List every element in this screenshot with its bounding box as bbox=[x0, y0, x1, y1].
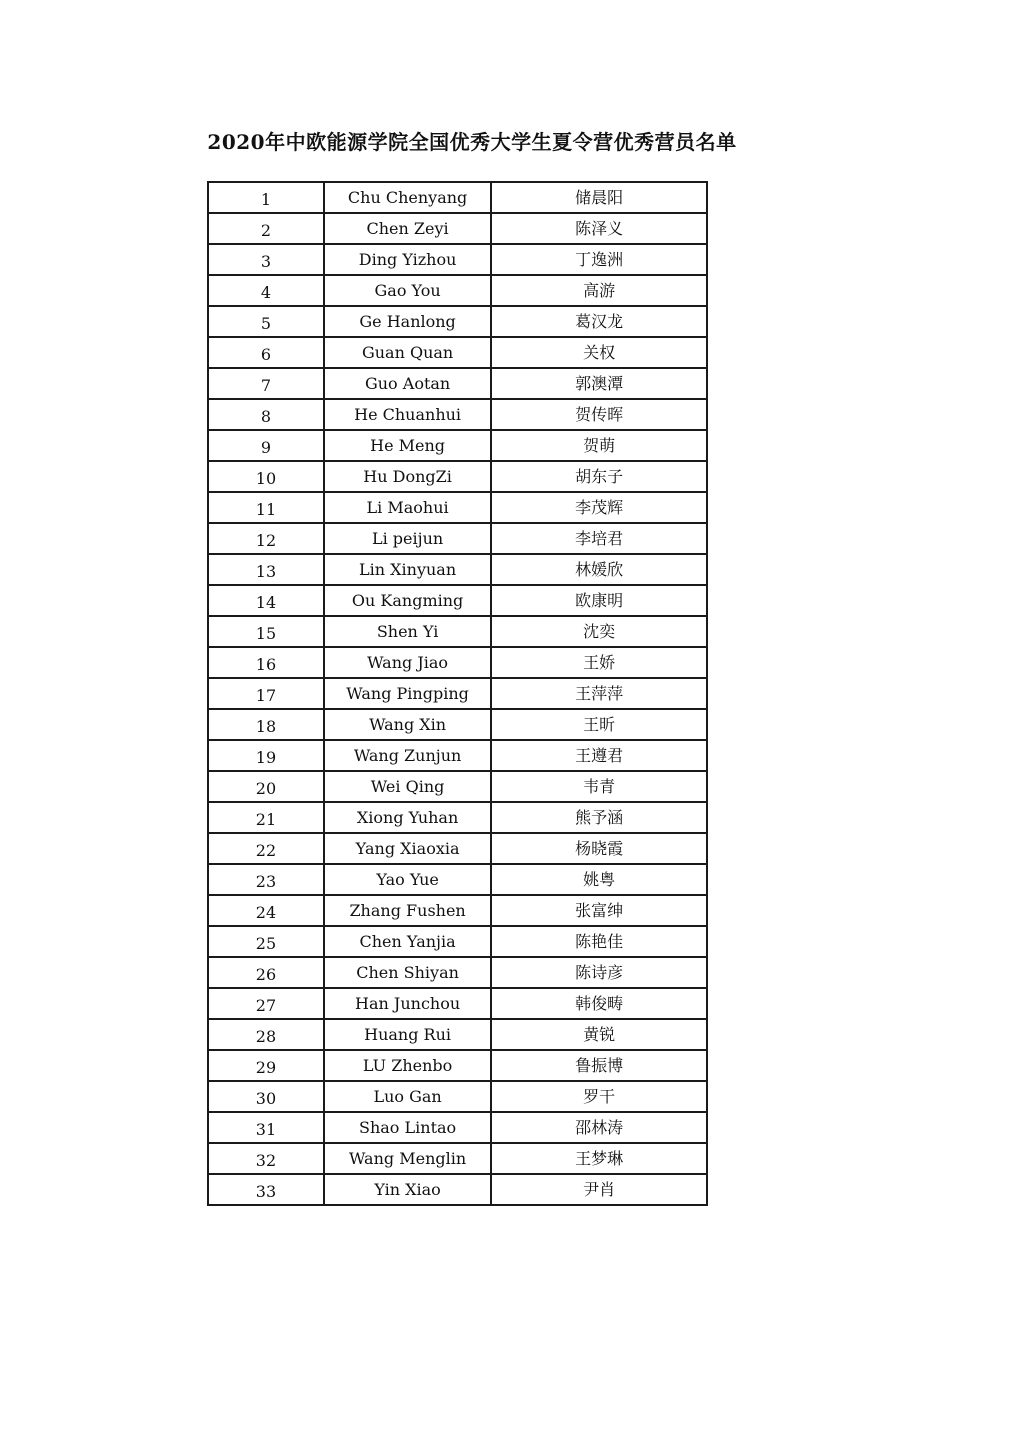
chinese-name-cell: 欧康明 bbox=[491, 585, 707, 616]
pinyin-name-cell: LU Zhenbo bbox=[324, 1050, 491, 1081]
row-number-cell: 23 bbox=[208, 864, 324, 895]
table-row bbox=[208, 771, 707, 802]
table-row bbox=[208, 678, 707, 709]
chinese-name-cell: 陈诗彦 bbox=[491, 957, 707, 988]
row-number-cell: 12 bbox=[208, 523, 324, 554]
row-number-cell: 22 bbox=[208, 833, 324, 864]
pinyin-name-cell: Ding Yizhou bbox=[324, 244, 491, 275]
table-row bbox=[208, 647, 707, 678]
chinese-name-cell: 姚粤 bbox=[491, 864, 707, 895]
row-number-cell: 17 bbox=[208, 678, 324, 709]
table-row bbox=[208, 430, 707, 461]
pinyin-name-cell: Chu Chenyang bbox=[324, 182, 491, 213]
row-number-cell: 14 bbox=[208, 585, 324, 616]
chinese-name-cell: 韩俊畴 bbox=[491, 988, 707, 1019]
table-row bbox=[208, 926, 707, 957]
row-number-cell: 8 bbox=[208, 399, 324, 430]
pinyin-name-cell: Zhang Fushen bbox=[324, 895, 491, 926]
pinyin-name-cell: Yin Xiao bbox=[324, 1174, 491, 1205]
roster-body bbox=[208, 182, 707, 1205]
row-number-cell: 30 bbox=[208, 1081, 324, 1112]
table-row bbox=[208, 368, 707, 399]
chinese-name-cell: 丁逸洲 bbox=[491, 244, 707, 275]
pinyin-name-cell: Wang Pingping bbox=[324, 678, 491, 709]
chinese-name-cell: 郭澳潭 bbox=[491, 368, 707, 399]
table-row bbox=[208, 244, 707, 275]
pinyin-name-cell: Luo Gan bbox=[324, 1081, 491, 1112]
row-number-cell: 10 bbox=[208, 461, 324, 492]
table-row bbox=[208, 802, 707, 833]
table-row bbox=[208, 492, 707, 523]
chinese-name-cell: 罗干 bbox=[491, 1081, 707, 1112]
row-number-cell: 33 bbox=[208, 1174, 324, 1205]
pinyin-name-cell: Guan Quan bbox=[324, 337, 491, 368]
row-number-cell: 29 bbox=[208, 1050, 324, 1081]
pinyin-name-cell: Chen Shiyan bbox=[324, 957, 491, 988]
table-row bbox=[208, 1050, 707, 1081]
pinyin-name-cell: Hu DongZi bbox=[324, 461, 491, 492]
pinyin-name-cell: Huang Rui bbox=[324, 1019, 491, 1050]
page-title: 2020年中欧能源学院全国优秀大学生夏令营优秀营员名单 bbox=[207, 130, 737, 154]
pinyin-name-cell: Wang Xin bbox=[324, 709, 491, 740]
chinese-name-cell: 陈艳佳 bbox=[491, 926, 707, 957]
pinyin-name-cell: Ou Kangming bbox=[324, 585, 491, 616]
chinese-name-cell: 王昕 bbox=[491, 709, 707, 740]
table-row bbox=[208, 523, 707, 554]
chinese-name-cell: 贺传晖 bbox=[491, 399, 707, 430]
pinyin-name-cell: Xiong Yuhan bbox=[324, 802, 491, 833]
chinese-name-cell: 葛汉龙 bbox=[491, 306, 707, 337]
chinese-name-cell: 鲁振博 bbox=[491, 1050, 707, 1081]
row-number-cell: 32 bbox=[208, 1143, 324, 1174]
pinyin-name-cell: Chen Yanjia bbox=[324, 926, 491, 957]
row-number-cell: 6 bbox=[208, 337, 324, 368]
pinyin-name-cell: Li Maohui bbox=[324, 492, 491, 523]
chinese-name-cell: 贺萌 bbox=[491, 430, 707, 461]
chinese-name-cell: 王梦琳 bbox=[491, 1143, 707, 1174]
pinyin-name-cell: Wang Jiao bbox=[324, 647, 491, 678]
row-number-cell: 13 bbox=[208, 554, 324, 585]
table-row bbox=[208, 1143, 707, 1174]
table-row bbox=[208, 275, 707, 306]
chinese-name-cell: 沈奕 bbox=[491, 616, 707, 647]
pinyin-name-cell: Yang Xiaoxia bbox=[324, 833, 491, 864]
row-number-cell: 4 bbox=[208, 275, 324, 306]
pinyin-name-cell: Wang Zunjun bbox=[324, 740, 491, 771]
pinyin-name-cell: Shen Yi bbox=[324, 616, 491, 647]
table-row bbox=[208, 554, 707, 585]
pinyin-name-cell: Wei Qing bbox=[324, 771, 491, 802]
row-number-cell: 20 bbox=[208, 771, 324, 802]
table-row bbox=[208, 895, 707, 926]
table-row bbox=[208, 399, 707, 430]
pinyin-name-cell: Gao You bbox=[324, 275, 491, 306]
row-number-cell: 19 bbox=[208, 740, 324, 771]
roster-table bbox=[207, 181, 708, 1206]
pinyin-name-cell: Wang Menglin bbox=[324, 1143, 491, 1174]
chinese-name-cell: 胡东子 bbox=[491, 461, 707, 492]
table-row bbox=[208, 213, 707, 244]
chinese-name-cell: 陈泽义 bbox=[491, 213, 707, 244]
row-number-cell: 25 bbox=[208, 926, 324, 957]
chinese-name-cell: 李培君 bbox=[491, 523, 707, 554]
chinese-name-cell: 黄锐 bbox=[491, 1019, 707, 1050]
row-number-cell: 18 bbox=[208, 709, 324, 740]
chinese-name-cell: 高游 bbox=[491, 275, 707, 306]
table-row bbox=[208, 616, 707, 647]
table-row bbox=[208, 988, 707, 1019]
table-row bbox=[208, 306, 707, 337]
table-row bbox=[208, 709, 707, 740]
chinese-name-cell: 邵林涛 bbox=[491, 1112, 707, 1143]
table-row bbox=[208, 957, 707, 988]
row-number-cell: 16 bbox=[208, 647, 324, 678]
table-row bbox=[208, 1081, 707, 1112]
pinyin-name-cell: Li peijun bbox=[324, 523, 491, 554]
chinese-name-cell: 关权 bbox=[491, 337, 707, 368]
chinese-name-cell: 李茂辉 bbox=[491, 492, 707, 523]
row-number-cell: 31 bbox=[208, 1112, 324, 1143]
pinyin-name-cell: He Meng bbox=[324, 430, 491, 461]
chinese-name-cell: 林媛欣 bbox=[491, 554, 707, 585]
row-number-cell: 24 bbox=[208, 895, 324, 926]
chinese-name-cell: 熊予涵 bbox=[491, 802, 707, 833]
chinese-name-cell: 韦青 bbox=[491, 771, 707, 802]
row-number-cell: 11 bbox=[208, 492, 324, 523]
pinyin-name-cell: Lin Xinyuan bbox=[324, 554, 491, 585]
pinyin-name-cell: Chen Zeyi bbox=[324, 213, 491, 244]
table-row bbox=[208, 461, 707, 492]
chinese-name-cell: 王娇 bbox=[491, 647, 707, 678]
row-number-cell: 26 bbox=[208, 957, 324, 988]
pinyin-name-cell: Guo Aotan bbox=[324, 368, 491, 399]
row-number-cell: 27 bbox=[208, 988, 324, 1019]
pinyin-name-cell: Yao Yue bbox=[324, 864, 491, 895]
chinese-name-cell: 储晨阳 bbox=[491, 182, 707, 213]
row-number-cell: 9 bbox=[208, 430, 324, 461]
chinese-name-cell: 杨晓霞 bbox=[491, 833, 707, 864]
row-number-cell: 5 bbox=[208, 306, 324, 337]
chinese-name-cell: 张富绅 bbox=[491, 895, 707, 926]
table-row bbox=[208, 833, 707, 864]
pinyin-name-cell: Ge Hanlong bbox=[324, 306, 491, 337]
table-row bbox=[208, 585, 707, 616]
pinyin-name-cell: He Chuanhui bbox=[324, 399, 491, 430]
table-row bbox=[208, 1019, 707, 1050]
row-number-cell: 15 bbox=[208, 616, 324, 647]
chinese-name-cell: 尹肖 bbox=[491, 1174, 707, 1205]
pinyin-name-cell: Han Junchou bbox=[324, 988, 491, 1019]
table-row bbox=[208, 337, 707, 368]
chinese-name-cell: 王遵君 bbox=[491, 740, 707, 771]
chinese-name-cell: 王萍萍 bbox=[491, 678, 707, 709]
table-row bbox=[208, 1174, 707, 1205]
row-number-cell: 21 bbox=[208, 802, 324, 833]
pinyin-name-cell: Shao Lintao bbox=[324, 1112, 491, 1143]
table-row bbox=[208, 182, 707, 213]
row-number-cell: 1 bbox=[208, 182, 324, 213]
table-row bbox=[208, 864, 707, 895]
row-number-cell: 3 bbox=[208, 244, 324, 275]
table-row bbox=[208, 1112, 707, 1143]
table-row bbox=[208, 740, 707, 771]
row-number-cell: 28 bbox=[208, 1019, 324, 1050]
row-number-cell: 7 bbox=[208, 368, 324, 399]
row-number-cell: 2 bbox=[208, 213, 324, 244]
